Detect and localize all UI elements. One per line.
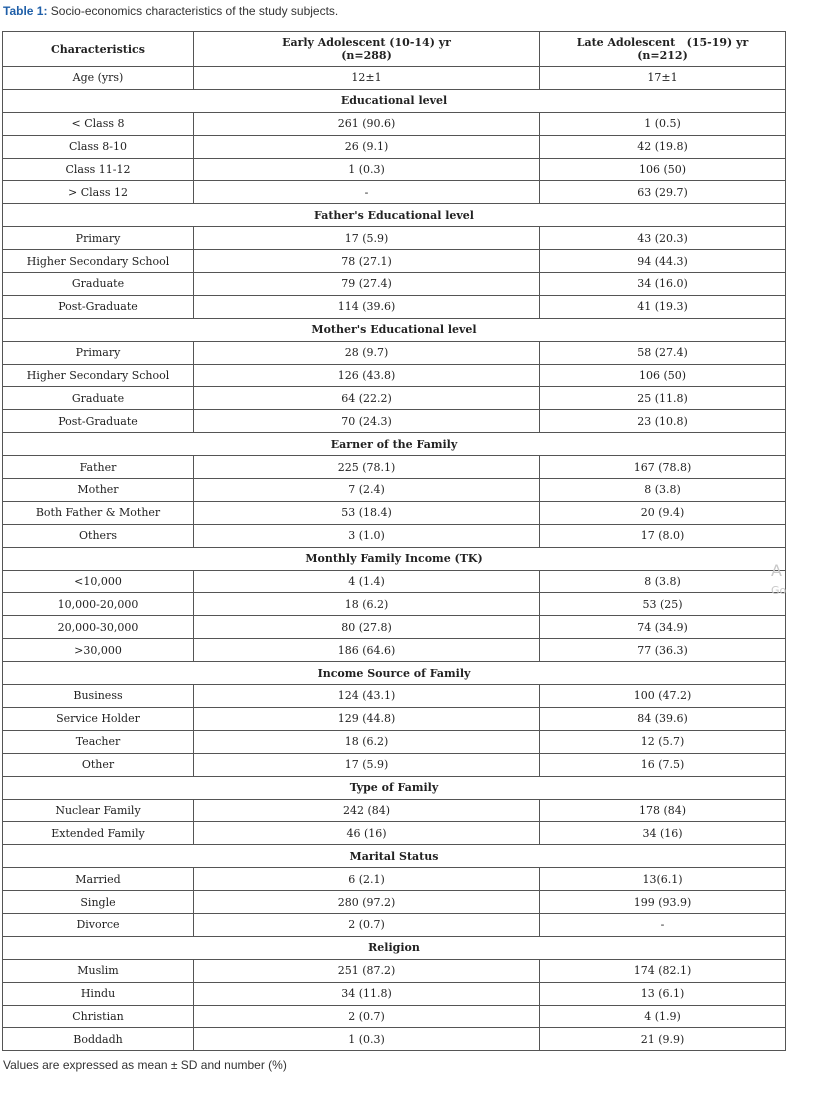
row-late-value: 4 (1.9) <box>540 1005 786 1028</box>
table-row <box>3 250 786 273</box>
row-characteristic: Primary <box>3 227 194 250</box>
row-early-value: 251 (87.2) <box>194 959 540 982</box>
table-row <box>3 913 786 936</box>
socio-economics-table <box>2 31 786 1051</box>
header-characteristics: Characteristics <box>3 32 194 67</box>
table-row <box>3 273 786 296</box>
row-late-value: 17±1 <box>540 67 786 90</box>
table-caption-text: Socio-economics characteristics of the study subjects. <box>47 4 339 18</box>
row-early-value: 126 (43.8) <box>194 364 540 387</box>
row-late-value: 8 (3.8) <box>540 570 786 593</box>
row-early-value: 64 (22.2) <box>194 387 540 410</box>
row-early-value: 2 (0.7) <box>194 1005 540 1028</box>
row-characteristic: Post-Graduate <box>3 410 194 433</box>
row-characteristic: Higher Secondary School <box>3 364 194 387</box>
row-early-value: 78 (27.1) <box>194 250 540 273</box>
row-early-value: 1 (0.3) <box>194 1028 540 1051</box>
row-late-value: 106 (50) <box>540 364 786 387</box>
row-late-value: 74 (34.9) <box>540 616 786 639</box>
row-early-value: 18 (6.2) <box>194 730 540 753</box>
row-characteristic: <10,000 <box>3 570 194 593</box>
row-characteristic: Class 11-12 <box>3 158 194 181</box>
section-row <box>3 204 786 227</box>
row-early-value: 17 (5.9) <box>194 753 540 776</box>
table-row <box>3 616 786 639</box>
row-late-value: 63 (29.7) <box>540 181 786 204</box>
table-footnote: Values are expressed as mean ± SD and number (%) <box>3 1058 287 1072</box>
table-row <box>3 891 786 914</box>
row-early-value: 4 (1.4) <box>194 570 540 593</box>
table-caption-label: Table 1: <box>3 4 48 18</box>
row-characteristic: Higher Secondary School <box>3 250 194 273</box>
row-early-value: 6 (2.1) <box>194 868 540 891</box>
row-late-value: 34 (16) <box>540 822 786 845</box>
row-late-value: 17 (8.0) <box>540 524 786 547</box>
row-late-value: 167 (78.8) <box>540 456 786 479</box>
header-early-n: (n=288) <box>341 49 392 62</box>
row-late-value: 174 (82.1) <box>540 959 786 982</box>
row-characteristic: Others <box>3 524 194 547</box>
section-row <box>3 776 786 799</box>
row-characteristic: Extended Family <box>3 822 194 845</box>
table-row <box>3 959 786 982</box>
row-characteristic: Married <box>3 868 194 891</box>
row-late-value: 34 (16.0) <box>540 273 786 296</box>
table-caption <box>3 4 338 18</box>
row-characteristic: Christian <box>3 1005 194 1028</box>
row-early-value: 53 (18.4) <box>194 501 540 524</box>
row-early-value: 3 (1.0) <box>194 524 540 547</box>
row-early-value: 28 (9.7) <box>194 341 540 364</box>
row-characteristic: >30,000 <box>3 639 194 662</box>
row-characteristic: Both Father & Mother <box>3 501 194 524</box>
row-early-value: 80 (27.8) <box>194 616 540 639</box>
row-early-value: 124 (43.1) <box>194 685 540 708</box>
row-characteristic: Single <box>3 891 194 914</box>
table-row <box>3 501 786 524</box>
header-row <box>3 32 786 67</box>
header-early-title: Early Adolescent (10-14) yr <box>282 36 451 49</box>
row-characteristic: 10,000-20,000 <box>3 593 194 616</box>
section-row <box>3 845 786 868</box>
table-row <box>3 868 786 891</box>
row-late-value: 100 (47.2) <box>540 685 786 708</box>
section-row <box>3 318 786 341</box>
row-early-value: 261 (90.6) <box>194 112 540 135</box>
row-late-value: - <box>540 913 786 936</box>
watermark-line-1: A <box>771 561 782 580</box>
section-row <box>3 547 786 570</box>
table-row <box>3 685 786 708</box>
row-early-value: 79 (27.4) <box>194 273 540 296</box>
row-early-value: 1 (0.3) <box>194 158 540 181</box>
table-row <box>3 799 786 822</box>
table-row <box>3 753 786 776</box>
table-row <box>3 1028 786 1051</box>
section-heading: Marital Status <box>3 845 786 868</box>
row-early-value: 2 (0.7) <box>194 913 540 936</box>
table-row <box>3 295 786 318</box>
row-late-value: 94 (44.3) <box>540 250 786 273</box>
row-early-value: 129 (44.8) <box>194 707 540 730</box>
row-characteristic: > Class 12 <box>3 181 194 204</box>
row-characteristic: Boddadh <box>3 1028 194 1051</box>
watermark-line-2: Go <box>771 584 787 597</box>
row-early-value: 26 (9.1) <box>194 135 540 158</box>
table-row <box>3 410 786 433</box>
row-characteristic: Hindu <box>3 982 194 1005</box>
table-row <box>3 570 786 593</box>
table-body <box>3 67 786 1051</box>
row-late-value: 199 (93.9) <box>540 891 786 914</box>
row-characteristic: Business <box>3 685 194 708</box>
table-row <box>3 1005 786 1028</box>
row-late-value: 43 (20.3) <box>540 227 786 250</box>
row-late-value: 106 (50) <box>540 158 786 181</box>
section-row <box>3 662 786 685</box>
row-late-value: 13 (6.1) <box>540 982 786 1005</box>
row-characteristic: Other <box>3 753 194 776</box>
row-characteristic: Post-Graduate <box>3 295 194 318</box>
section-row <box>3 433 786 456</box>
header-late-n: (n=212) <box>637 49 688 62</box>
row-early-value: 114 (39.6) <box>194 295 540 318</box>
section-heading: Type of Family <box>3 776 786 799</box>
row-early-value: 186 (64.6) <box>194 639 540 662</box>
row-late-value: 20 (9.4) <box>540 501 786 524</box>
table-row <box>3 181 786 204</box>
section-heading: Educational level <box>3 89 786 112</box>
section-heading: Father's Educational level <box>3 204 786 227</box>
row-characteristic: Teacher <box>3 730 194 753</box>
section-heading: Income Source of Family <box>3 662 786 685</box>
row-late-value: 16 (7.5) <box>540 753 786 776</box>
row-characteristic: Divorce <box>3 913 194 936</box>
row-late-value: 84 (39.6) <box>540 707 786 730</box>
row-early-value: 12±1 <box>194 67 540 90</box>
row-characteristic: Primary <box>3 341 194 364</box>
row-characteristic: Graduate <box>3 273 194 296</box>
row-characteristic: Graduate <box>3 387 194 410</box>
section-heading: Mother's Educational level <box>3 318 786 341</box>
row-early-value: 70 (24.3) <box>194 410 540 433</box>
table-row <box>3 135 786 158</box>
table-row <box>3 593 786 616</box>
row-early-value: - <box>194 181 540 204</box>
row-early-value: 225 (78.1) <box>194 456 540 479</box>
section-heading: Religion <box>3 936 786 959</box>
table-row <box>3 387 786 410</box>
row-late-value: 23 (10.8) <box>540 410 786 433</box>
row-early-value: 242 (84) <box>194 799 540 822</box>
row-late-value: 13(6.1) <box>540 868 786 891</box>
header-early-adolescent <box>194 32 540 67</box>
row-characteristic: 20,000-30,000 <box>3 616 194 639</box>
table-row <box>3 822 786 845</box>
row-early-value: 46 (16) <box>194 822 540 845</box>
table-row <box>3 639 786 662</box>
row-characteristic: < Class 8 <box>3 112 194 135</box>
row-late-value: 21 (9.9) <box>540 1028 786 1051</box>
table-row <box>3 227 786 250</box>
row-late-value: 12 (5.7) <box>540 730 786 753</box>
row-early-value: 34 (11.8) <box>194 982 540 1005</box>
row-characteristic: Mother <box>3 479 194 502</box>
row-characteristic: Muslim <box>3 959 194 982</box>
row-characteristic: Father <box>3 456 194 479</box>
table-row <box>3 707 786 730</box>
header-late-adolescent <box>540 32 786 67</box>
table-row <box>3 67 786 90</box>
row-late-value: 1 (0.5) <box>540 112 786 135</box>
row-characteristic: Class 8-10 <box>3 135 194 158</box>
row-late-value: 53 (25) <box>540 593 786 616</box>
table-row <box>3 341 786 364</box>
section-row <box>3 936 786 959</box>
table-row <box>3 730 786 753</box>
row-characteristic: Age (yrs) <box>3 67 194 90</box>
row-characteristic: Service Holder <box>3 707 194 730</box>
row-early-value: 18 (6.2) <box>194 593 540 616</box>
row-late-value: 77 (36.3) <box>540 639 786 662</box>
table-row <box>3 112 786 135</box>
table-row <box>3 364 786 387</box>
row-early-value: 280 (97.2) <box>194 891 540 914</box>
section-heading: Earner of the Family <box>3 433 786 456</box>
table-row <box>3 524 786 547</box>
table-row <box>3 479 786 502</box>
row-late-value: 41 (19.3) <box>540 295 786 318</box>
row-late-value: 178 (84) <box>540 799 786 822</box>
section-heading: Monthly Family Income (TK) <box>3 547 786 570</box>
table-row <box>3 982 786 1005</box>
header-late-title: Late Adolescent (15-19) yr <box>576 36 749 49</box>
section-row <box>3 89 786 112</box>
row-late-value: 58 (27.4) <box>540 341 786 364</box>
row-late-value: 25 (11.8) <box>540 387 786 410</box>
row-characteristic: Nuclear Family <box>3 799 194 822</box>
row-early-value: 17 (5.9) <box>194 227 540 250</box>
row-early-value: 7 (2.4) <box>194 479 540 502</box>
row-late-value: 42 (19.8) <box>540 135 786 158</box>
table-row <box>3 158 786 181</box>
row-late-value: 8 (3.8) <box>540 479 786 502</box>
table-row <box>3 456 786 479</box>
